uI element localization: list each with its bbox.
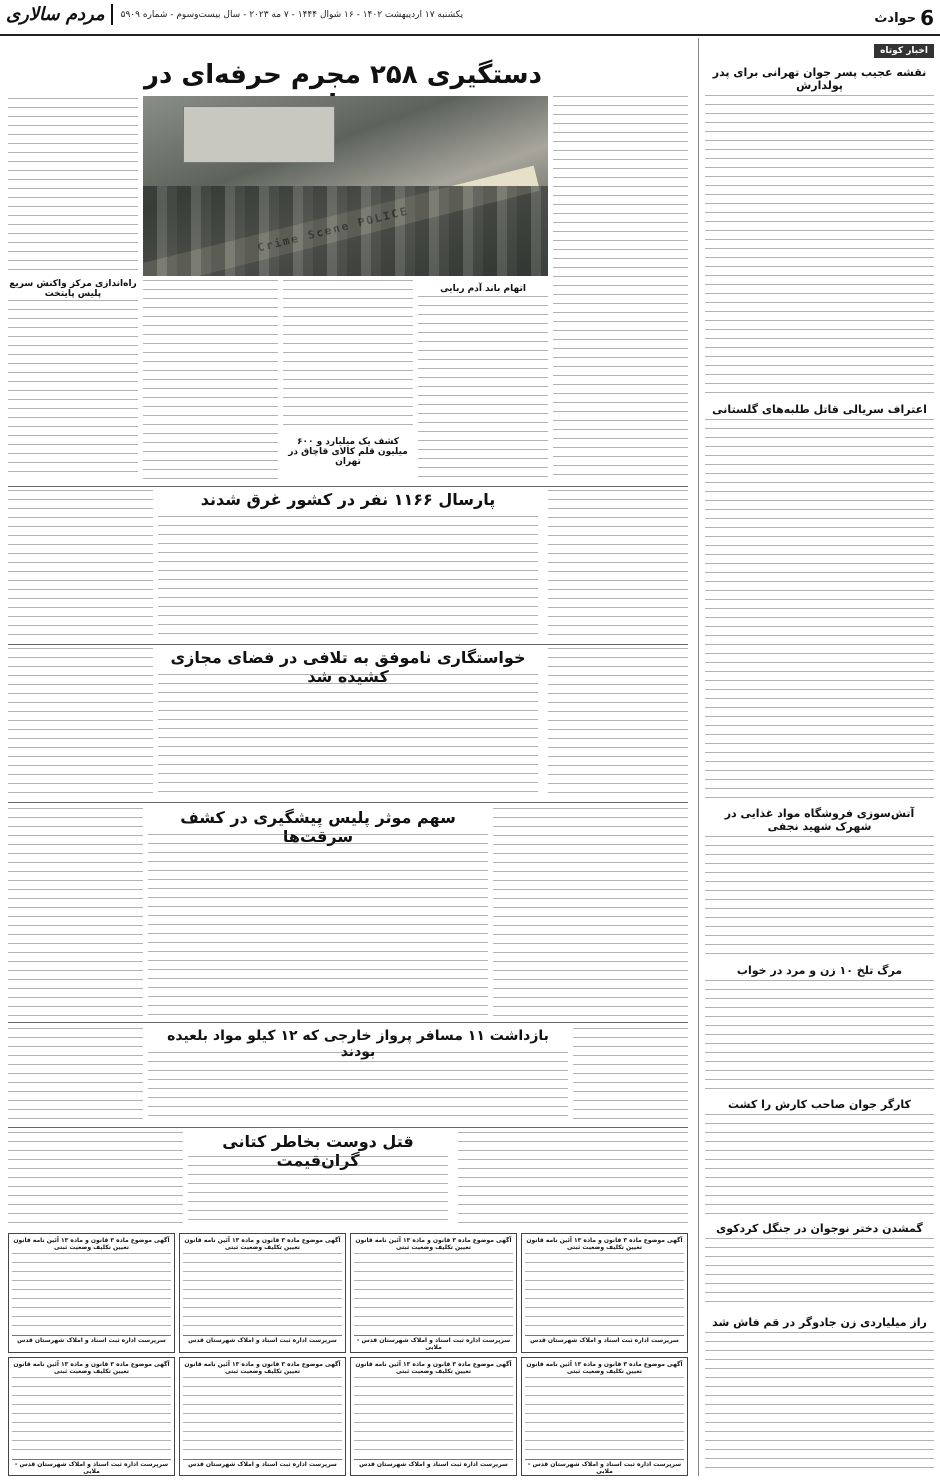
side-story-title: آتش‌سوزی فروشگاه مواد غذایی در شهرک شهید نجفی: [724, 807, 915, 833]
divider: [8, 644, 688, 645]
legal-notice-title: آگهی موضوع ماده ۳ قانون و ماده ۱۳ آئین نامه قانون تعیین تکلیف وضعیت ثبتی: [355, 1237, 512, 1251]
legal-notice: [350, 1233, 517, 1353]
side-story-body: [705, 1114, 934, 1214]
story-airport-col-1: [573, 1028, 688, 1123]
legal-notice-title: آگهی موضوع ماده ۳ قانون و ماده ۱۳ آئین نامه قانون تعیین تکلیف وضعیت ثبتی: [13, 1237, 170, 1251]
story-airport-body: [148, 1052, 568, 1123]
story-drowning-col-1: [548, 490, 688, 640]
story-proposal-title: خواستگاری ناموفق به تلافی در فضای مجازی کشیده شد: [170, 648, 526, 686]
legal-notice-title: آگهی موضوع ماده ۳ قانون و ماده ۱۳ آئین نامه قانون تعیین تکلیف وضعیت ثبتی: [184, 1237, 341, 1251]
legal-notice-body: [183, 1253, 342, 1333]
page-number: 6: [920, 6, 934, 30]
divider: [8, 1022, 688, 1023]
side-story-title: اعتراف سریالی قاتل طلبه‌های گلستانی: [712, 403, 927, 416]
legal-notice-title: آگهی موضوع ماده ۳ قانون و ماده ۱۳ آئین نامه قانون تعیین تکلیف وضعیت ثبتی: [13, 1360, 170, 1375]
side-story-title: کارگر جوان صاحب کارش را کشت: [728, 1098, 911, 1111]
side-story-body: [705, 95, 934, 395]
paper-info: [6, 4, 463, 25]
lead-subhead-rapid: راه‌اندازی مرکز واکنش سریع پلیس پایتخت: [9, 279, 137, 299]
side-story-title: نقشه عجیب پسر جوان تهرانی برای پدر پولدارش: [712, 66, 927, 92]
lead-story-col-2: [418, 296, 548, 481]
legal-notice: [521, 1357, 688, 1477]
photo-bus: [183, 106, 335, 163]
story-proposal-col-1: [548, 648, 688, 798]
story-drowning-title: پارسال ۱۱۶۶ نفر در کشور غرق شدند: [200, 490, 496, 509]
side-story-body: [705, 1238, 934, 1308]
side-story: [705, 1098, 934, 1214]
story-theft-col-4: [8, 808, 143, 1018]
legal-notice: [8, 1233, 175, 1353]
story-proposal-col-4: [8, 648, 153, 798]
legal-notice-body: [12, 1377, 171, 1457]
legal-notice-footer: سرپرست اداره ثبت اسناد و املاک شهرستان قدس: [354, 1459, 513, 1468]
sidebar-short-news: [698, 38, 934, 1476]
lead-story-col-4b: [8, 300, 138, 480]
legal-notice-footer: سرپرست اداره ثبت اسناد و املاک شهرستان قدس - ملایی: [354, 1335, 513, 1351]
lead-story-col-4: [8, 98, 138, 273]
legal-notice-body: [354, 1253, 513, 1333]
legal-notice-body: [183, 1377, 342, 1457]
story-proposal-body: [158, 674, 538, 798]
legal-notice: [521, 1233, 688, 1353]
legal-notice-footer: سرپرست اداره ثبت اسناد و املاک شهرستان قدس: [183, 1335, 342, 1344]
side-story-body: [705, 419, 934, 799]
story-drowning-body: [158, 516, 538, 640]
lead-photo: [143, 96, 548, 276]
story-theft-body: [148, 834, 488, 1018]
divider: [8, 486, 688, 487]
side-story: [705, 1316, 934, 1476]
section-name: حوادث: [874, 10, 917, 26]
divider: [8, 1127, 688, 1128]
divider: [8, 802, 688, 803]
lead-story-col-3: [283, 280, 413, 430]
side-story: [705, 964, 934, 1090]
lead-story-col-1: [553, 96, 688, 481]
story-sneaker-body: [188, 1156, 448, 1228]
legal-notice-title: آگهی موضوع ماده ۳ قانون و ماده ۱۳ آئین نامه قانون تعیین تکلیف وضعیت ثبتی: [526, 1360, 683, 1375]
side-story: [705, 403, 934, 799]
main-headline: دستگیری ۲۵۸ مجرم حرفه‌ای در: [144, 60, 542, 90]
section-header: [874, 6, 934, 30]
side-story-title: مرگ تلخ ۱۰ زن و مرد در خواب: [736, 964, 903, 977]
story-drowning-col-4: [8, 490, 153, 640]
side-story: [705, 1222, 934, 1308]
story-sneaker-title: قتل دوست بخاطر کتانی گران‌قیمت: [222, 1132, 414, 1170]
legal-notice-footer: سرپرست اداره ثبت اسناد و املاک شهرستان قدس: [12, 1335, 171, 1344]
legal-notice-footer: سرپرست اداره ثبت اسناد و املاک شهرستان قدس: [183, 1459, 342, 1468]
legal-notice: [179, 1233, 346, 1353]
legal-notices: [8, 1233, 688, 1476]
lead-story-col-3b: [143, 280, 278, 480]
legal-notice-title: آگهی موضوع ماده ۳ قانون و ماده ۱۳ آئین نامه قانون تعیین تکلیف وضعیت ثبتی: [184, 1360, 341, 1375]
story-sneaker-col-4: [8, 1132, 183, 1228]
side-story-body: [705, 836, 934, 956]
paper-name: مردم سالاری: [6, 4, 113, 25]
lead-subhead-kidnap: اتهام باند آدم ربایی: [440, 284, 526, 294]
legal-notice: [179, 1357, 346, 1477]
legal-notice-body: [354, 1377, 513, 1457]
side-story: [705, 807, 934, 956]
main-content: [8, 38, 688, 1476]
legal-notice: [8, 1357, 175, 1477]
issue-line: یکشنبه ۱۷ اردیبهشت ۱۴۰۲ - ۱۶ شوال ۱۴۴۴ - ۷ مه ۲۰۲۳ - سال بیست‌وسوم - شماره ۵۹۰۹: [120, 9, 464, 20]
legal-notice-title: آگهی موضوع ماده ۳ قانون و ماده ۱۳ آئین نامه قانون تعیین تکلیف وضعیت ثبتی: [355, 1360, 512, 1375]
legal-notice-body: [12, 1253, 171, 1333]
legal-notice-body: [525, 1377, 684, 1457]
story-theft-title: سهم موثر پلیس پیشگیری در کشف سرقت‌ها: [180, 808, 456, 846]
legal-notice-footer: سرپرست اداره ثبت اسناد و املاک شهرستان قدس - ملایی: [12, 1459, 171, 1475]
legal-notice-body: [525, 1253, 684, 1333]
story-airport-col-4: [8, 1028, 143, 1123]
side-story-body: [705, 980, 934, 1090]
story-airport-title: بازداشت ۱۱ مسافر پرواز خارجی که ۱۲ کیلو مواد بلعیده بودند: [167, 1028, 549, 1060]
story-theft-col-1: [493, 808, 688, 1018]
legal-notice-footer: سرپرست اداره ثبت اسناد و املاک شهرستان قدس - ملایی: [525, 1459, 684, 1475]
side-story-title: راز میلیاردی زن جادوگر در قم فاش شد: [712, 1316, 927, 1329]
legal-notice-footer: سرپرست اداره ثبت اسناد و املاک شهرستان قدس: [525, 1335, 684, 1344]
side-story-body: [705, 1332, 934, 1476]
story-sneaker-col-1: [458, 1132, 688, 1228]
sidebar-label: اخبار کوتاه: [874, 44, 934, 58]
masthead: [0, 0, 940, 36]
legal-notice-title: آگهی موضوع ماده ۳ قانون و ماده ۱۳ آئین نامه قانون تعیین تکلیف وضعیت ثبتی: [526, 1237, 683, 1251]
side-story-title: گمشدن دختر نوجوان در جنگل کردکوی: [716, 1222, 923, 1235]
side-story: [705, 66, 934, 395]
legal-notice: [350, 1357, 517, 1477]
photo-crowd: [143, 186, 548, 276]
lead-subhead-smuggling: کشف یک میلیارد و ۶۰۰ میلیون قلم کالای قاچاق در تهران: [288, 437, 408, 467]
